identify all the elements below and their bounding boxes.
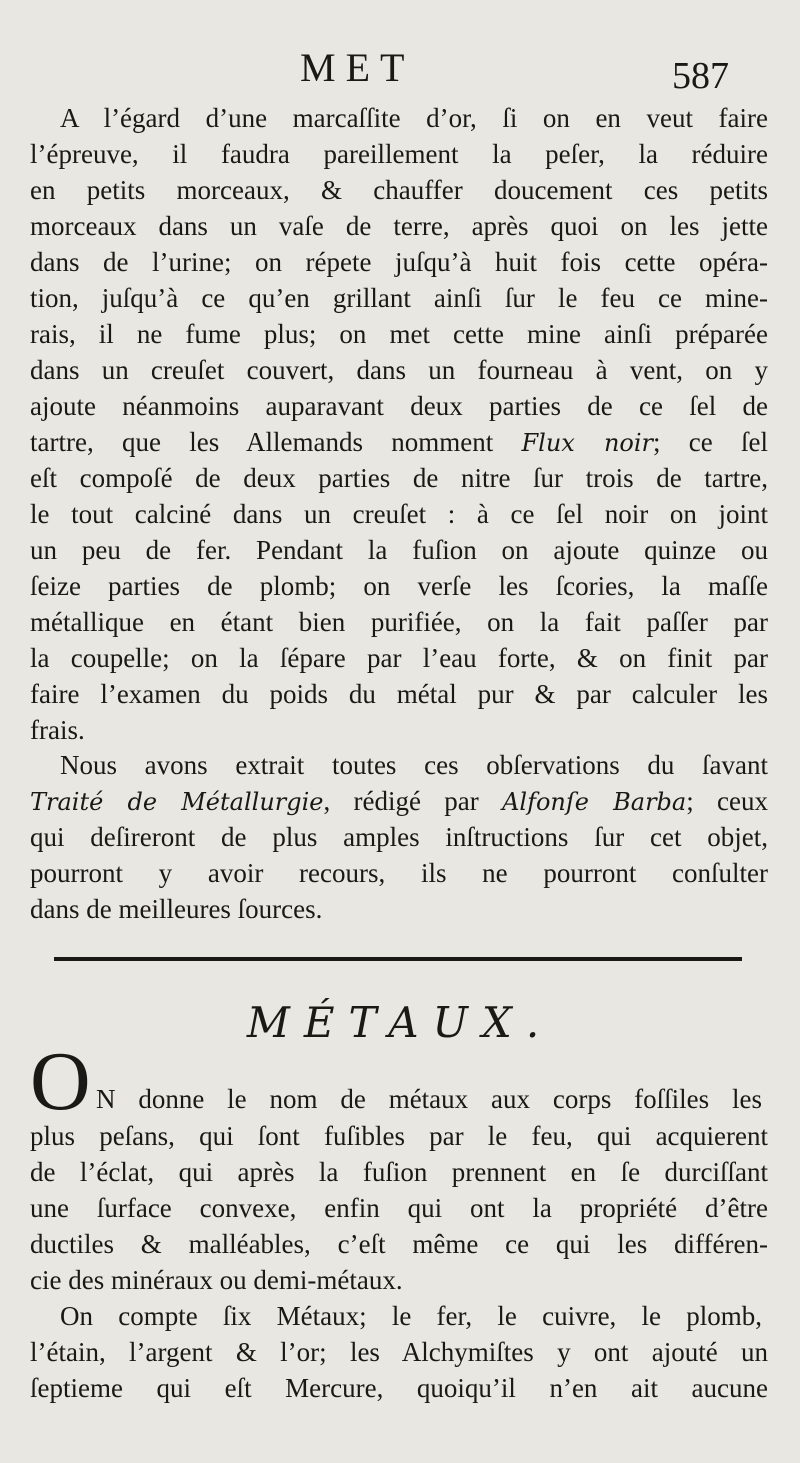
text-segment: ; ce ſel bbox=[653, 427, 768, 457]
text-line: tion, juſqu’à ce qu’en grillant ainſi ſur le feu ce mine- bbox=[30, 283, 768, 313]
italic-title: Traité de Métallurgie bbox=[30, 788, 324, 816]
text-line: un peu de fer. Pendant la fuſion on ajoute quinze ou bbox=[30, 535, 768, 565]
text-line: rais, il ne fume plus; on met cette mine ainſi préparée bbox=[30, 319, 768, 349]
text-line: cie des minéraux ou demi-métaux. bbox=[30, 1265, 403, 1295]
section-divider bbox=[54, 957, 742, 961]
text-segment: , rédigé par bbox=[323, 786, 503, 816]
text-line: faire l’examen du poids du métal pur & par calculer les bbox=[30, 679, 768, 709]
text-line: la coupelle; on la ſépare par l’eau forte, & on finit par bbox=[30, 643, 768, 673]
text-line: le tout calciné dans un creuſet : à ce ſel noir on joint bbox=[30, 499, 768, 529]
text-segment: ; ceux bbox=[686, 786, 768, 816]
page-header bbox=[0, 40, 800, 96]
text-line: ſeptieme qui eſt Mercure, quoiqu’il n’en ait aucune bbox=[30, 1373, 768, 1403]
text-line: en petits morceaux, & chauffer doucement ces petits bbox=[30, 175, 768, 205]
text-line: l’étain, l’argent & l’or; les Alchymiſtes y ont ajouté un bbox=[30, 1337, 768, 1367]
text-line: une ſurface convexe, enfin qui ont la propriété d’être bbox=[30, 1193, 768, 1223]
text-line: eſt compoſé de deux parties de nitre ſur trois de tartre, bbox=[30, 463, 768, 493]
text-line: ajoute néanmoins auparavant deux parties de ce ſel de bbox=[30, 391, 768, 421]
text-line: dans un creuſet couvert, dans un fourneau à vent, on y bbox=[30, 355, 768, 385]
text-line: plus peſans, qui ſont fuſibles par le feu, qui acquierent bbox=[30, 1121, 768, 1151]
text-line: dans de meilleures ſources. bbox=[30, 894, 323, 924]
page-number: 587 bbox=[672, 55, 729, 97]
text-line: frais. bbox=[30, 715, 85, 745]
text-segment: tartre, que les Allemands nomment bbox=[30, 427, 522, 457]
text-line: qui deſireront de plus amples inſtructions ſur cet objet, bbox=[30, 822, 768, 852]
text-line: dans de l’urine; on répete juſqu’à huit fois cette opéra- bbox=[30, 247, 768, 277]
text-line: de l’éclat, qui après la fuſion prennent en ſe durciſſant bbox=[30, 1157, 768, 1187]
text-line: pourront y avoir recours, ils ne pourront conſulter bbox=[30, 858, 768, 888]
text-line: ſeize parties de plomb; on verſe les ſcories, la maſſe bbox=[30, 571, 768, 601]
text-line bbox=[30, 427, 768, 458]
italic-term: Flux noir bbox=[521, 429, 654, 457]
text-line: métallique en étant bien purifiée, on la fait paſſer par bbox=[30, 607, 768, 637]
text-line: l’épreuve, il faudra pareillement la peſer, la réduire bbox=[30, 139, 768, 169]
text-line: N donne le nom de métaux aux corps foſſiles les bbox=[96, 1084, 762, 1114]
section-title: MÉTAUX. bbox=[246, 998, 554, 1047]
text-line: A l’égard d’une marcaſſite d’or, ſi on en veut faire bbox=[60, 103, 768, 133]
drop-cap: O bbox=[30, 1035, 91, 1128]
text-line bbox=[30, 786, 768, 817]
running-head: MET bbox=[300, 45, 415, 90]
text-line: Nous avons extrait toutes ces obſervations du ſavant bbox=[60, 750, 768, 780]
text-line: On compte ſix Métaux; le fer, le cuivre, le plomb, bbox=[60, 1301, 762, 1331]
italic-author: Alfonſe Barba bbox=[502, 788, 687, 816]
text-line: morceaux dans un vaſe de terre, après quoi on les jette bbox=[30, 211, 768, 241]
text-line: ductiles & malléables, c’eſt même ce qui les différen- bbox=[30, 1229, 768, 1259]
